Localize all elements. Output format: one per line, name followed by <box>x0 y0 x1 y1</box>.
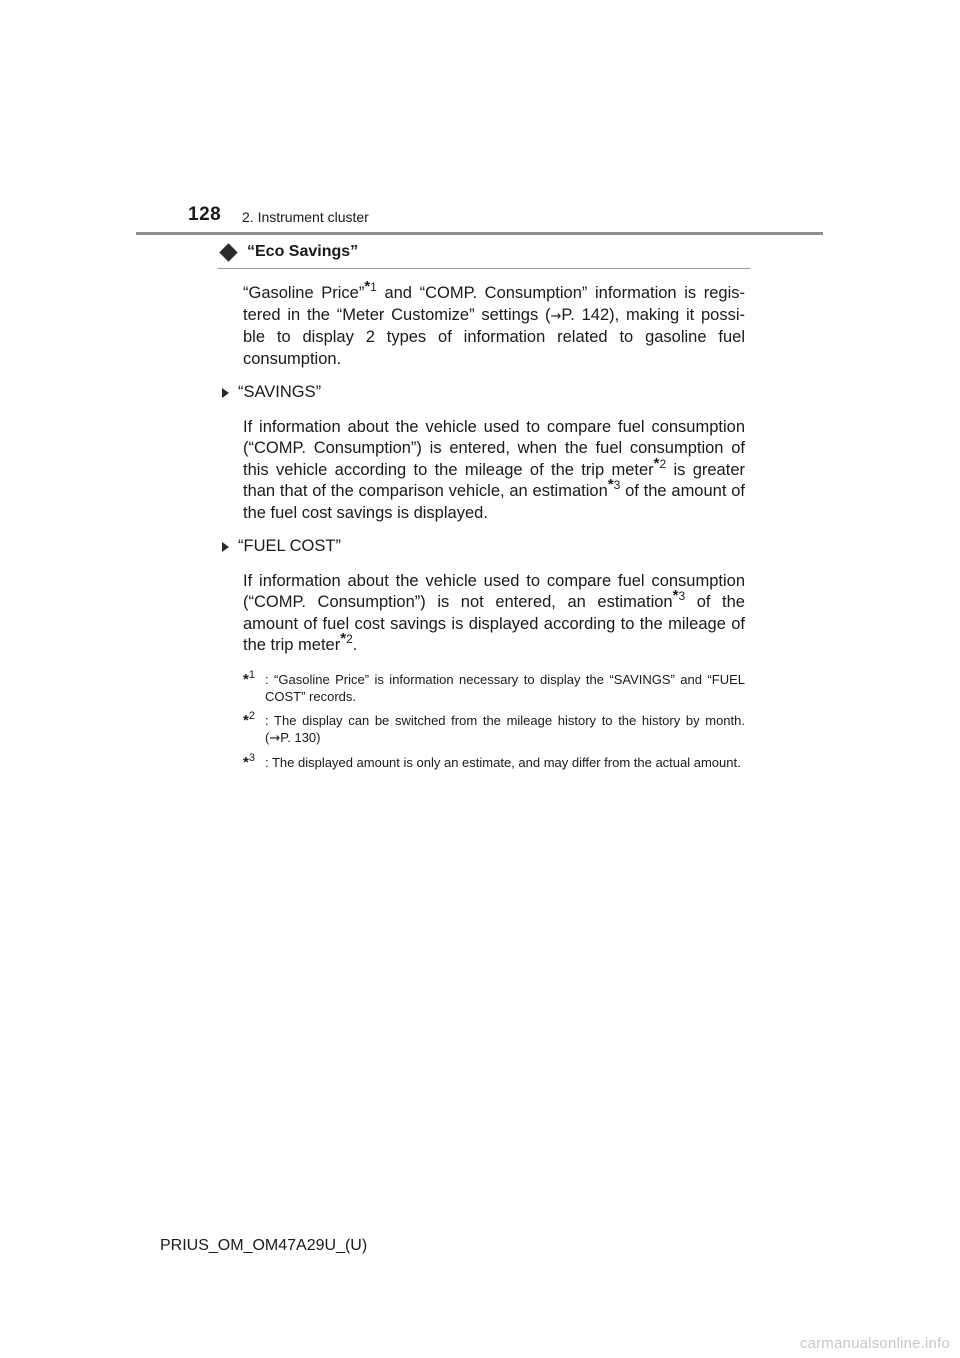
footnote-1 <box>243 668 745 705</box>
savings-text-1: If information about the vehicle used to compare fuel consumption (“COMP. Consumption”) is entered, when the fuel consumption of this vehicle according to the mileage of the trip meter <box>243 417 745 479</box>
footnote-text: : The displayed amount is only an estimate, and may differ from the actual amount. <box>265 754 741 770</box>
footnote-ref-2[interactable] <box>340 632 353 646</box>
footnote-star: * <box>243 670 249 688</box>
footnote-star: * <box>607 476 614 493</box>
eco-savings-section <box>218 240 748 778</box>
bullet-savings <box>222 382 724 404</box>
footnote-ref-1[interactable] <box>364 280 377 294</box>
page-number: 128 <box>188 204 222 225</box>
footnote-star: * <box>672 587 679 604</box>
footnote-2 <box>243 709 745 747</box>
footnote-3 <box>243 751 745 771</box>
triangle-bullet-icon <box>222 542 229 552</box>
footnote-text-before: : The display can be switched from the mileage history to the history by month. ( <box>265 712 745 745</box>
footnote-star: * <box>364 278 371 295</box>
fuel-cost-text-3: . <box>352 636 358 654</box>
intro-paragraph <box>243 278 745 370</box>
footnote-marker <box>243 751 265 771</box>
footnote-text: : “Gasoline Price” is information necessary to display the “SAVINGS” and “FUEL COST” records. <box>265 671 745 704</box>
fuel-cost-text-2: of the amount of fuel cost savings is displayed according to the mileage of the trip meter <box>243 593 745 654</box>
footnote-marker <box>243 668 265 705</box>
fuel-cost-paragraph <box>243 571 745 657</box>
footnote-ref-number: 2 <box>659 456 667 471</box>
document-code: PRIUS_OM_OM47A29U_(U) <box>160 1237 368 1254</box>
footnote-text <box>265 712 745 747</box>
footnotes <box>243 668 745 771</box>
footnote-ref-3[interactable] <box>608 478 621 492</box>
bullet-label-fuel-cost: “FUEL COST” <box>238 537 341 555</box>
bullet-label-savings: “SAVINGS” <box>238 383 322 401</box>
section-heading-row <box>218 240 748 264</box>
diamond-bullet-icon <box>219 243 237 261</box>
watermark: carmanualsonline.info <box>799 1335 950 1352</box>
footnote-ref-2[interactable] <box>653 454 667 472</box>
header-rule <box>136 232 823 235</box>
section-heading: “Eco Savings” <box>247 243 359 260</box>
page-reference-arrow-icon: → <box>550 308 562 324</box>
footnote-ref-number: 1 <box>370 280 377 294</box>
footnote-number: 2 <box>248 709 255 722</box>
savings-text-2: is greater than that of the comparison vehicle, an estimation <box>243 460 745 500</box>
footnote-ref-number: 2 <box>346 632 353 646</box>
fuel-cost-text-1: If information about the vehicle used to compare fuel consumption (“COMP. Consumption”) is not entered, an estimation <box>243 571 745 611</box>
intro-text-1: “Gasoline Price” <box>243 284 365 302</box>
footnote-star: * <box>243 753 249 771</box>
triangle-bullet-icon <box>222 388 229 398</box>
page-reference-arrow-icon: → <box>269 730 281 746</box>
footnote-star: * <box>243 711 249 729</box>
footnote-marker <box>243 709 265 747</box>
footnote-star: * <box>653 454 660 472</box>
footnote-star: * <box>340 630 347 647</box>
intro-text-3: P. 142), making it possi-ble to display 2 types of information related to gasoline fuel consumption. <box>243 305 745 368</box>
footnote-number: 3 <box>248 751 255 764</box>
footnote-number: 1 <box>248 668 255 681</box>
footnote-text-after: P. 130) <box>280 729 321 745</box>
chapter-title: 2. Instrument cluster <box>242 209 369 225</box>
footnote-ref-number: 3 <box>613 478 621 492</box>
bullet-fuel-cost <box>222 536 724 558</box>
intro-text-2: and “COMP. Consumption” information is regis-tered in the “Meter Customize” settings ( <box>243 284 745 324</box>
savings-text-3: of the amount of the fuel cost savings is displayed. <box>243 482 745 522</box>
heading-rule <box>218 268 750 269</box>
footnote-ref-3[interactable] <box>673 589 686 603</box>
footnote-ref-number: 3 <box>678 589 686 603</box>
savings-paragraph <box>243 417 745 525</box>
